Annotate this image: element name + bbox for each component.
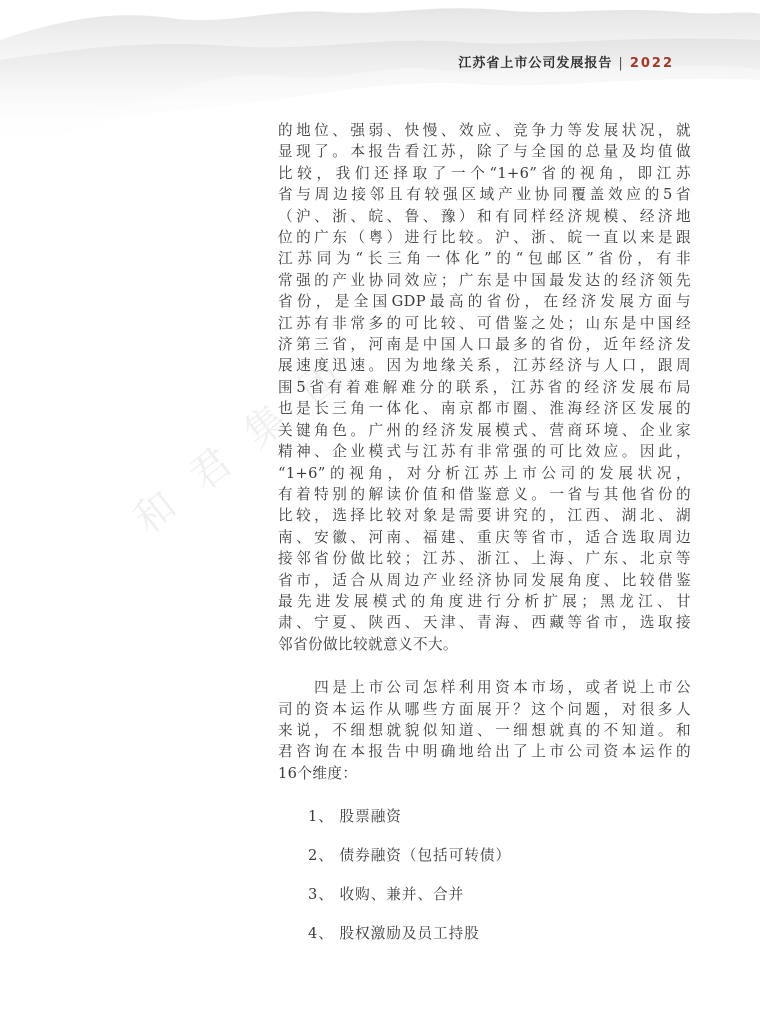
header-separator: | [618,56,624,71]
text-line: 比较，选择比较对象是需要讲究的，江西、湖北、湖 [278,507,691,525]
text-line: 接邻省份做比较；江苏、浙江、上海、广东、北京等 [278,550,691,568]
list-item: 1、 股票融资 [308,808,402,826]
body-text [278,120,691,962]
text-line: 四是上市公司怎样利用资本市场，或者说上市公 [278,679,691,697]
text-line: 16个维度： [278,764,358,782]
text-line: 关键角色。广州的经济发展模式、营商环境、企业家 [278,421,691,439]
text-line: 江苏同为“长三角一体化”的“包邮区”省份，有非 [278,250,691,268]
list-item: 3、 收购、兼并、合并 [308,886,465,904]
text-line: 常强的产业协同效应；广东是中国最发达的经济领先 [278,271,691,289]
report-header [458,52,674,71]
text-line: 江苏有非常多的可比较、可借鉴之处；山东是中国经 [278,314,691,332]
text-line: 也是长三角一体化、南京都市圈、淮海经济区发展的 [278,400,691,418]
text-line: （沪、浙、皖、鲁、豫）和有同样经济规模、经济地 [278,207,691,225]
text-line: 围5省有着难解难分的联系，江苏省的经济发展布局 [278,378,691,396]
text-line: 显现了。本报告看江苏，除了与全国的总量及均值做 [278,143,691,161]
paragraph-2 [278,677,691,784]
text-line: 有着特别的解读价值和借鉴意义。一省与其他省份的 [278,485,691,503]
text-line: “1+6”的视角，对分析江苏上市公司的发展状况， [278,464,691,482]
text-line: 位的广东（粤）进行比较。沪、浙、皖一直以来是跟 [278,229,691,247]
report-year: 2022 [629,56,674,71]
text-line: 比较，我们还择取了一个“1+6”省的视角，即江苏 [278,164,691,182]
text-line: 省与周边接邻且有较强区域产业协同覆盖效应的5省 [278,186,691,204]
report-title: 江苏省上市公司发展报告 [458,56,613,71]
text-line: 邻省份做比较就意义不大。 [278,635,458,653]
text-line: 省份，是全国GDP最高的省份，在经济发展方面与 [278,293,691,311]
text-line: 司的资本运作从哪些方面展开？这个问题，对很多人 [278,700,691,718]
list-item: 2、 债券融资（包括可转债） [308,847,512,865]
text-line: 最先进发展模式的角度进行分析扩展；黑龙江、甘 [278,592,691,610]
capital-operation-list [278,806,691,944]
text-line: 南、安徽、河南、福建、重庆等省市，适合选取周边 [278,528,691,546]
list-item: 4、 股权激励及员工持股 [308,925,480,943]
text-line: 济第三省，河南是中国人口最多的省份，近年经济发 [278,336,691,354]
text-line: 君咨询在本报告中明确地给出了上市公司资本运作的 [278,743,691,761]
paragraph-1 [278,120,691,655]
text-line: 精神、企业模式与江苏有非常强的可比效应。因此， [278,443,691,461]
text-line: 省市，适合从周边产业经济协同发展角度、比较借鉴 [278,571,691,589]
watermark: 和君集团 [125,334,375,544]
text-line: 肃、宁夏、陕西、天津、青海、西藏等省市，选取接 [278,614,691,632]
text-line: 来说，不细想就貌似知道、一细想就真的不知道。和 [278,721,691,739]
text-line: 展速度迅速。因为地缘关系，江苏经济与人口，跟周 [278,357,691,375]
text-line: 的地位、强弱、快慢、效应、竞争力等发展状况，就 [278,122,691,139]
